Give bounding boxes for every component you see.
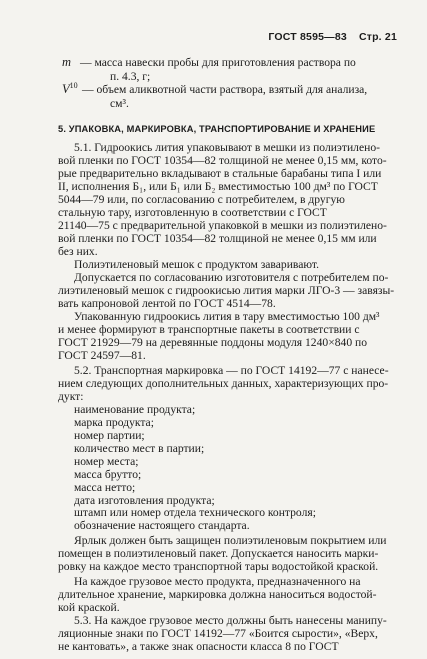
body-line: Полиэтиленовый мешок с продуктом заваривают. [74, 257, 319, 271]
body-line: кой краской. [58, 601, 120, 614]
body-line: ровку на каждое место транспортной тары водостойкой краской. [58, 560, 379, 574]
marking-item: обозначение настоящего стандарта. [74, 519, 250, 533]
body-line: 5.1. Гидроокись лития упаковывают в мешки из полиэтилено- [74, 141, 380, 154]
body-line: помещен в полиэтиленовый пакет. Допускается наносить марки- [58, 547, 379, 561]
body-line: ГОСТ 21929—79 на деревянные поддоны модуля 1240×840 по [58, 335, 368, 349]
body-line: Допускается по согласованию изготовителя с потребителем по- [74, 270, 389, 284]
definition-m [62, 55, 71, 70]
standard-number: ГОСТ 8595—83 [268, 31, 347, 43]
body-line: Упакованную гидроокись лития в тару вместимостью 100 дм³ [74, 309, 380, 323]
section-heading: 5. УПАКОВКА, МАРКИРОВКА, ТРАНСПОРТИРОВАНИЕ И ХРАНЕНИЕ [58, 124, 376, 134]
body-line: 5044—79 или, по согласованию с потребителем, в другую [58, 192, 345, 206]
body-line: 5.2. Транспортная маркировка — по ГОСТ 14192—77 с нанесе- [74, 363, 389, 377]
body-line: 5.3. На каждое грузовое место должны быть нанесены манипу- [74, 614, 387, 627]
body-line: длительное хранение, маркировка должна наноситься водостой- [58, 588, 377, 602]
definition-v [62, 82, 78, 97]
marking-item: наименование продукта; [74, 402, 196, 416]
body-line: нием следующих дополнительных данных, характеризующих про- [58, 376, 389, 390]
marking-item: штамп или номер отдела технического контроля; [74, 506, 316, 520]
body-line: дукт: [58, 389, 84, 403]
body-line: вой пленки по ГОСТ 10354—82 толщиной не менее 0,15 мм, кото- [58, 154, 387, 167]
body-line: без них. [58, 244, 98, 258]
body-line: рые предварительно вкладывают в стальные барабаны типа I или [58, 167, 382, 180]
marking-item: дата изготовления продукта; [74, 493, 215, 507]
definition-m-text-1: — масса навески пробы для приготовления раствора по [80, 56, 356, 69]
definition-m-text-2: п. 4.3, г; [110, 70, 151, 83]
body-line: вой пленки по ГОСТ 10354—82 толщиной не менее 0,15 мм или [58, 231, 377, 245]
page-number: Стр. 21 [358, 31, 397, 43]
marking-item: масса нетто; [74, 480, 136, 494]
body-line: и менее формируют в транспортные пакеты в соответствии с [58, 322, 360, 336]
marking-item: марка продукта; [74, 415, 154, 429]
body-line: 21140—75 с предварительной упаковкой в мешки из полиэтилено- [58, 218, 387, 232]
marking-item: номер места; [74, 454, 139, 468]
marking-item: количество мест в партии; [74, 441, 205, 455]
body-line: стальную тару, изготовленную в соответствии с ГОСТ [58, 205, 327, 219]
marking-item: масса брутто; [74, 467, 142, 481]
body-line: лиэтиленовый мешок с гидроокисью лития марки ЛГО-3 — завязы- [58, 283, 395, 297]
definition-symbol-superscript: 10 [69, 81, 78, 90]
body-line: II, исполнения Б₁, или Б₁ или Б₂ вместимостью 100 дм³ по ГОСТ [58, 180, 378, 193]
marking-item: номер партии; [74, 428, 145, 442]
definition-v-text-2: см³. [110, 97, 129, 110]
body-line: ГОСТ 24597—81. [58, 348, 146, 362]
definition-v-text-1: — объем аликвотной части раствора, взятый для анализа, [82, 83, 368, 96]
body-line: не кантовать», а также знак опасности класса 8 по ГОСТ [58, 640, 339, 653]
body-line: ляционные знаки по ГОСТ 14192—77 «Боится сырости», «Верх, [58, 627, 378, 640]
body-line: вать капроновой лентой по ГОСТ 4514—78. [58, 296, 276, 310]
definition-symbol: V [62, 82, 70, 96]
body-line: На каждое грузовое место продукта, предназначенного на [74, 575, 361, 589]
definition-symbol: m [62, 55, 72, 69]
body-line: Ярлык должен быть защищен полиэтиленовым покрытием или [74, 534, 387, 548]
page-header [268, 31, 397, 43]
